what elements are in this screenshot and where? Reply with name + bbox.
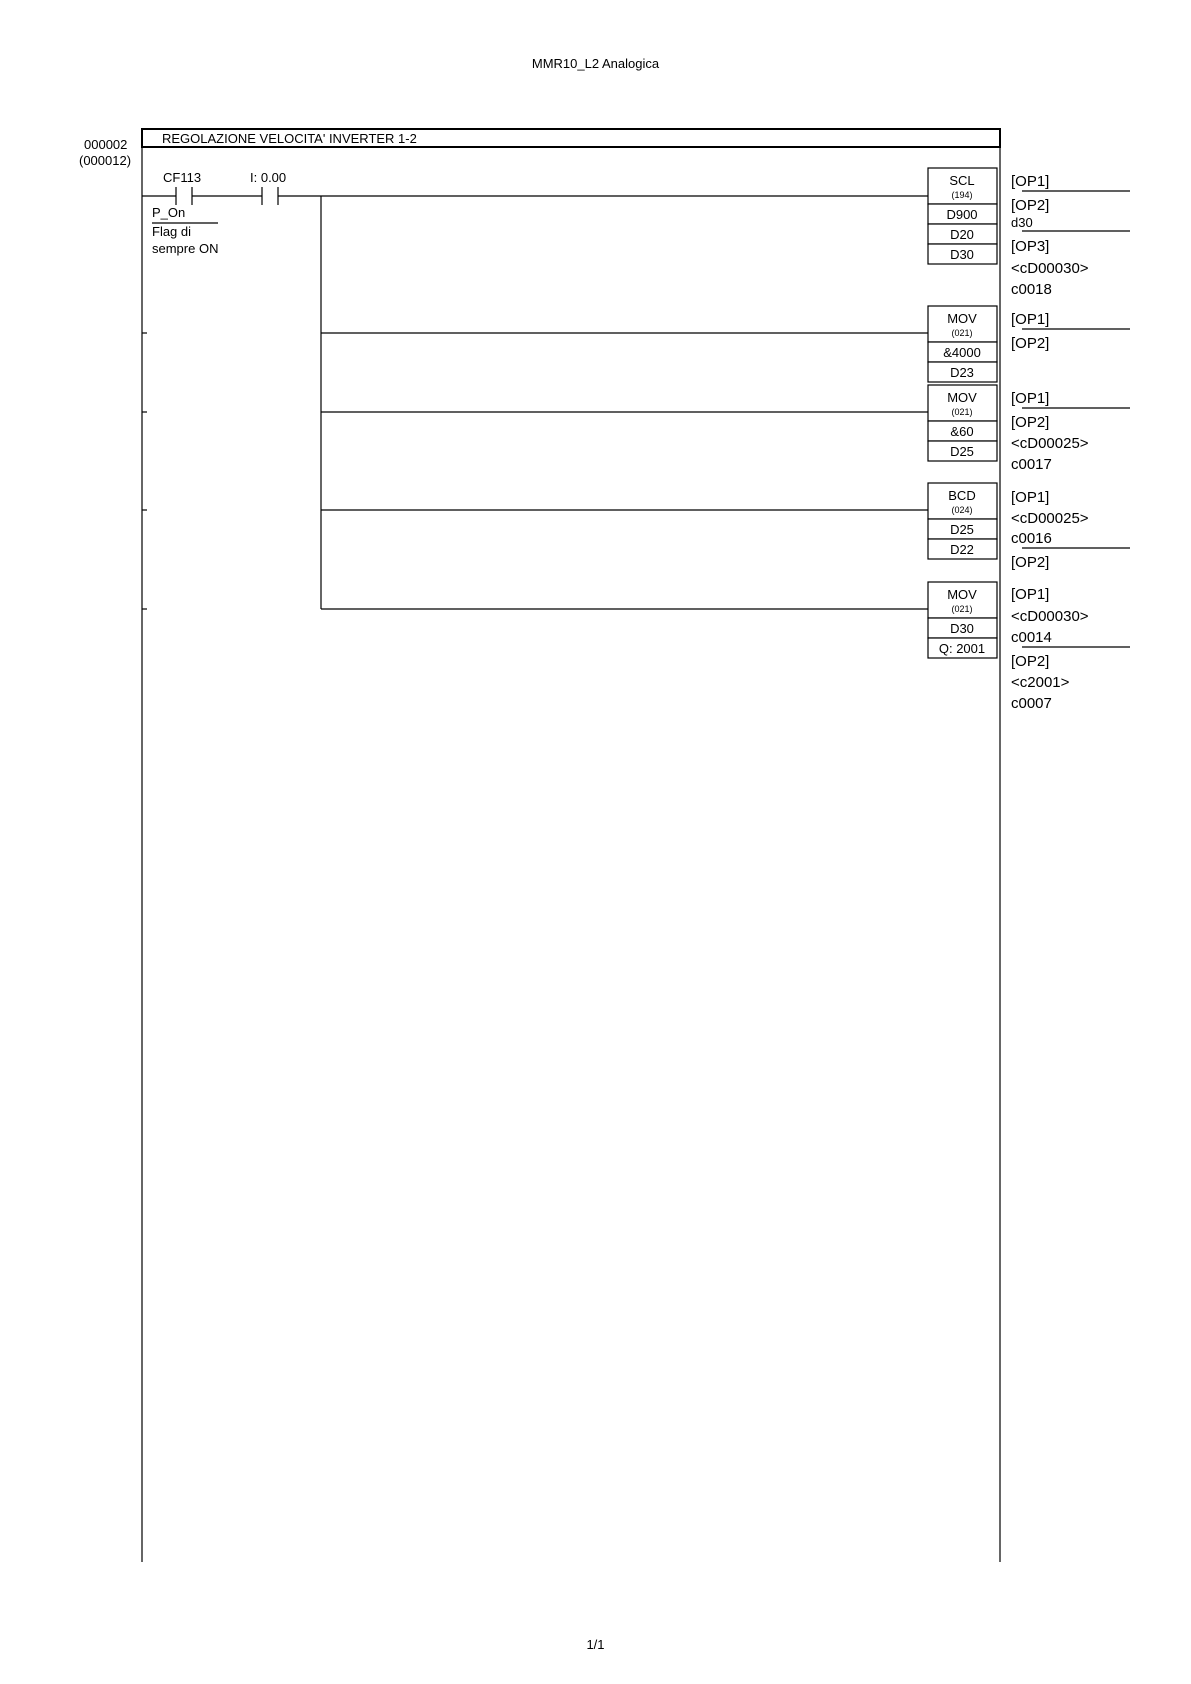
- svg-text:d30: d30: [1011, 215, 1033, 230]
- svg-text:[OP2]: [OP2]: [1011, 197, 1050, 214]
- mnemonic: BCD: [948, 488, 976, 503]
- svg-text:<cD00030>: <cD00030>: [1011, 608, 1089, 625]
- svg-text:[OP2]: [OP2]: [1011, 335, 1050, 352]
- contact-address: I: 0.00: [250, 170, 287, 185]
- instruction-block-mov-3[interactable]: [928, 582, 997, 658]
- instruction-block-scl[interactable]: [928, 168, 997, 264]
- function-code: (194): [951, 190, 973, 200]
- svg-text:[OP1]: [OP1]: [1011, 390, 1050, 407]
- svg-text:[OP1]: [OP1]: [1011, 489, 1050, 506]
- svg-text:c0017: c0017: [1011, 456, 1052, 473]
- operand: D25: [950, 522, 974, 537]
- svg-text:c0007: c0007: [1011, 695, 1052, 712]
- contact-symbol: P_On: [152, 205, 186, 220]
- annotations-bcd: [1011, 489, 1130, 571]
- page-footer: 1/1: [586, 1637, 605, 1652]
- function-code: (024): [951, 505, 973, 515]
- operand: Q: 2001: [938, 641, 986, 656]
- svg-text:c0016: c0016: [1011, 530, 1052, 547]
- rung-comment: REGOLAZIONE VELOCITA' INVERTER 1-2: [162, 131, 417, 146]
- contact-i000[interactable]: [250, 170, 286, 205]
- rung-step: (000012): [79, 153, 132, 168]
- rung-number: 000002: [84, 137, 128, 152]
- annotations-scl: [1011, 173, 1130, 298]
- svg-text:[OP2]: [OP2]: [1011, 414, 1050, 431]
- operand: D25: [950, 444, 974, 459]
- instruction-block-bcd[interactable]: [928, 483, 997, 559]
- annotations-mov-2: [1011, 390, 1130, 473]
- header-title: MMR10_L2 Analogica: [531, 56, 660, 71]
- operand: D30: [950, 621, 974, 636]
- operand: D22: [950, 542, 974, 557]
- contact-comment-2: sempre ON: [152, 241, 219, 256]
- instruction-block-mov-2[interactable]: [928, 385, 997, 461]
- mnemonic: SCL: [949, 173, 975, 188]
- svg-text:[OP1]: [OP1]: [1011, 173, 1050, 190]
- svg-text:<cD00025>: <cD00025>: [1011, 435, 1089, 452]
- operand: D900: [946, 207, 978, 222]
- operand: D30: [950, 247, 974, 262]
- annotations-mov-1: [1011, 311, 1130, 352]
- mnemonic: MOV: [947, 587, 977, 602]
- operand: &60: [950, 424, 974, 439]
- svg-text:<cD00025>: <cD00025>: [1011, 510, 1089, 527]
- function-code: (021): [951, 407, 973, 417]
- svg-text:[OP2]: [OP2]: [1011, 653, 1050, 670]
- svg-text:<cD00030>: <cD00030>: [1011, 260, 1089, 277]
- contact-address: CF113: [163, 170, 202, 185]
- contact-comment-1: Flag di: [152, 224, 192, 239]
- function-code: (021): [951, 604, 973, 614]
- svg-text:[OP3]: [OP3]: [1011, 238, 1050, 255]
- mnemonic: MOV: [947, 311, 977, 326]
- operand: D20: [950, 227, 974, 242]
- svg-text:c0018: c0018: [1011, 281, 1052, 298]
- svg-text:c0014: c0014: [1011, 629, 1052, 646]
- svg-text:[OP1]: [OP1]: [1011, 586, 1050, 603]
- operand: &4000: [943, 345, 981, 360]
- mnemonic: MOV: [947, 390, 977, 405]
- operand: D23: [950, 365, 974, 380]
- svg-text:[OP1]: [OP1]: [1011, 311, 1050, 328]
- svg-text:<c2001>: <c2001>: [1011, 674, 1070, 691]
- annotations-mov-3: [1011, 586, 1130, 712]
- svg-text:[OP2]: [OP2]: [1011, 554, 1050, 571]
- contact-cf113[interactable]: [142, 170, 262, 256]
- function-code: (021): [951, 328, 973, 338]
- instruction-block-mov-1[interactable]: [928, 306, 997, 382]
